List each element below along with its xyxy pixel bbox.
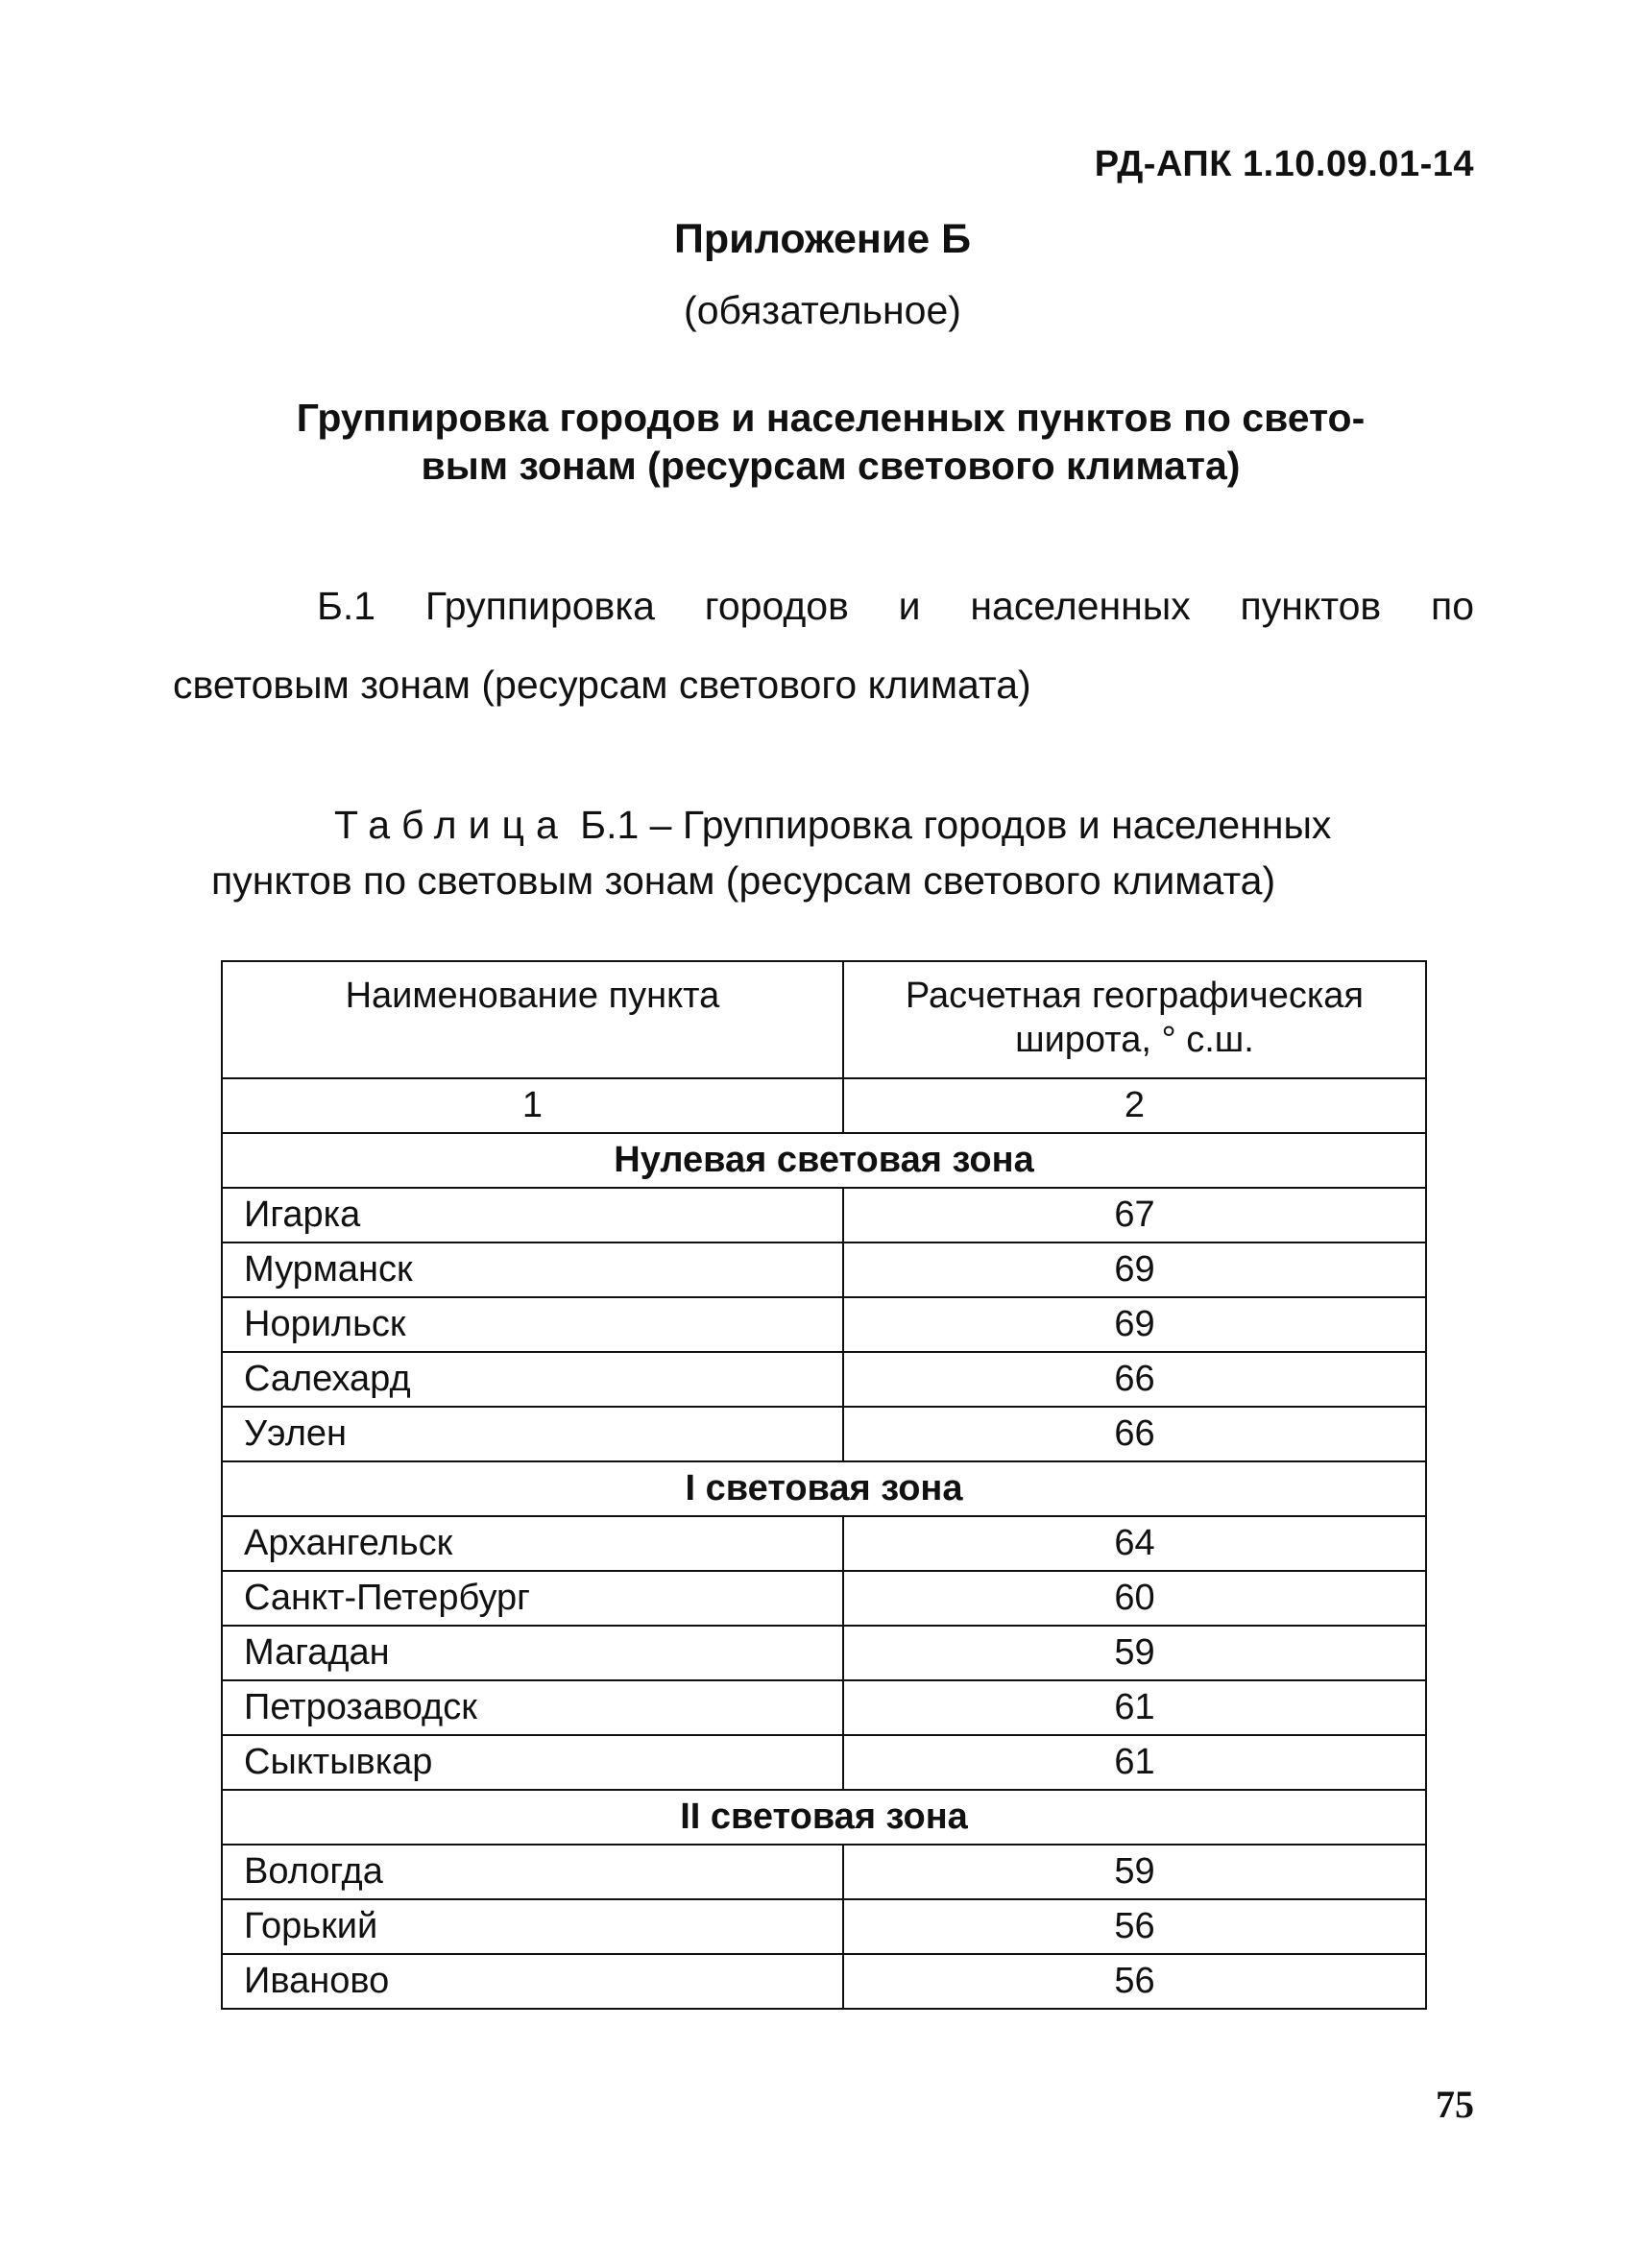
city-name: Санкт-Петербург: [222, 1571, 843, 1626]
city-name: Мурманск: [222, 1243, 843, 1297]
city-latitude: 59: [843, 1845, 1426, 1899]
caption-label: Таблица: [334, 803, 569, 847]
city-latitude: 56: [843, 1954, 1426, 2009]
city-latitude: 61: [843, 1735, 1426, 1790]
city-latitude: 59: [843, 1626, 1426, 1680]
table-header-row: [222, 961, 1426, 1078]
city-name: Иваново: [222, 1954, 843, 2009]
city-name: Архангельск: [222, 1516, 843, 1571]
city-name: Магадан: [222, 1626, 843, 1680]
table-row: [222, 1297, 1426, 1352]
header-latitude: Расчетная географическая широта, ° с.ш.: [843, 961, 1426, 1078]
paragraph-line1: Б.1 Группировка городов и населенных пунктов по: [317, 584, 1474, 628]
zone-row: [222, 1461, 1426, 1516]
city-latitude: 69: [843, 1297, 1426, 1352]
table-row: [222, 1516, 1426, 1571]
zone-heading: II световая зона: [222, 1790, 1426, 1845]
appendix-title-text: Приложение Б: [673, 216, 972, 262]
city-name: Сыктывкар: [222, 1735, 843, 1790]
city-name: Норильск: [222, 1297, 843, 1352]
zone-heading: Нулевая световая зона: [222, 1133, 1426, 1188]
city-latitude: 69: [843, 1243, 1426, 1297]
table-row: [222, 1954, 1426, 2009]
table-row: [222, 1680, 1426, 1735]
table-row: [222, 1407, 1426, 1461]
caption-line1: [211, 797, 1460, 853]
city-latitude: 64: [843, 1516, 1426, 1571]
appendix-subtitle-text: (обязательное): [684, 288, 961, 332]
zone-row: [222, 1790, 1426, 1845]
caption-line2: пунктов по световым зонам (ресурсам светового климата): [211, 858, 1276, 903]
header-name: Наименование пункта: [222, 961, 843, 1078]
city-name: Салехард: [222, 1352, 843, 1407]
column-number: 1: [222, 1078, 843, 1133]
zone-row: [222, 1133, 1426, 1188]
table-caption: [211, 797, 1460, 908]
city-name: Игарка: [222, 1188, 843, 1243]
city-latitude: 56: [843, 1899, 1426, 1954]
section-heading: [192, 394, 1469, 490]
table-row: [222, 1626, 1426, 1680]
body-paragraph: [173, 567, 1474, 724]
paragraph-line2: световым зонам (ресурсам светового климата): [173, 663, 1031, 707]
city-name: Петрозаводск: [222, 1680, 843, 1735]
table-row: [222, 1188, 1426, 1243]
city-latitude: 60: [843, 1571, 1426, 1626]
section-heading-line2: вым зонам (ресурсам светового климата): [421, 444, 1241, 488]
zone-heading: I световая зона: [222, 1461, 1426, 1516]
table-row: [222, 1845, 1426, 1899]
city-latitude: 66: [843, 1352, 1426, 1407]
appendix-subtitle: [0, 288, 1645, 333]
caption-line1-text: Б.1 – Группировка городов и населенных: [580, 803, 1332, 847]
table-row: [222, 1352, 1426, 1407]
column-number-row: [222, 1078, 1426, 1133]
column-number: 2: [843, 1078, 1426, 1133]
table-row: [222, 1571, 1426, 1626]
city-name: Вологда: [222, 1845, 843, 1899]
table-row: [222, 1899, 1426, 1954]
city-latitude: 66: [843, 1407, 1426, 1461]
page-number: 75: [1436, 2083, 1474, 2126]
city-name: Уэлен: [222, 1407, 843, 1461]
data-table: [221, 960, 1427, 2010]
city-latitude: 67: [843, 1188, 1426, 1243]
table-row: [222, 1243, 1426, 1297]
city-latitude: 61: [843, 1680, 1426, 1735]
city-name: Горький: [222, 1899, 843, 1954]
doc-code: РД-АПК 1.10.09.01-14: [1094, 144, 1474, 184]
section-heading-line1: Группировка городов и населенных пунктов по свето-: [296, 396, 1366, 440]
table-row: [222, 1735, 1426, 1790]
appendix-title: [0, 216, 1645, 263]
